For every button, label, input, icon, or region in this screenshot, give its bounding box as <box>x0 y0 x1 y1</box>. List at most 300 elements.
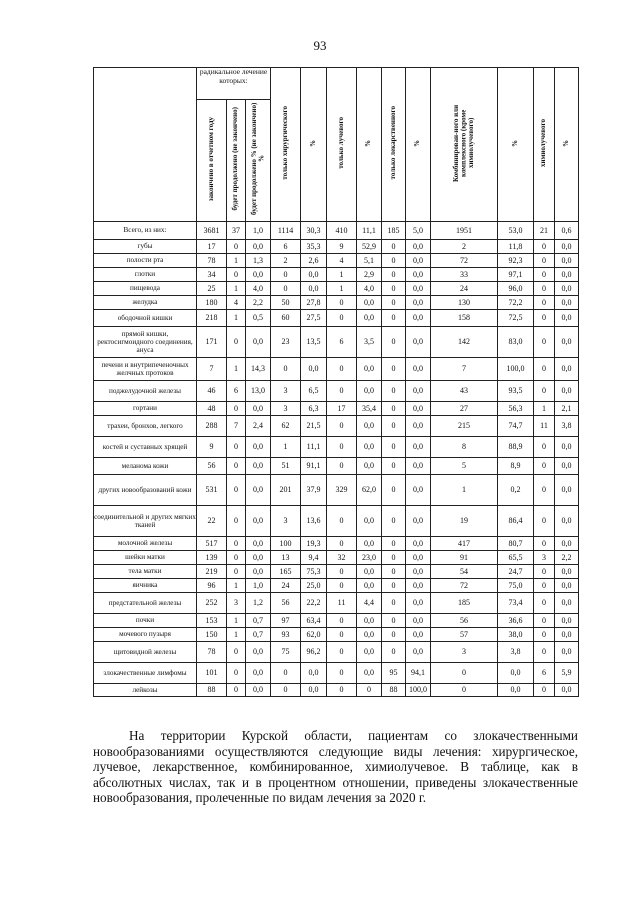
row-label: почки <box>94 613 197 627</box>
table-cell: 0,0 <box>357 295 382 309</box>
blank-header-cell <box>94 68 197 222</box>
table-cell: 0,0 <box>555 357 579 380</box>
table-cell: 1,2 <box>246 592 271 613</box>
table-cell: 60 <box>271 309 301 326</box>
table-row <box>94 474 579 505</box>
table-cell: 0,0 <box>555 578 579 592</box>
table-cell: 3,8 <box>555 415 579 436</box>
table-cell: 0,0 <box>555 641 579 662</box>
table-cell: 0 <box>327 683 357 696</box>
table-cell: 0,0 <box>406 267 431 281</box>
table-cell: 0,0 <box>555 592 579 613</box>
table-cell: 0,0 <box>246 550 271 564</box>
table-cell: 17 <box>327 401 357 415</box>
table-cell: 0 <box>327 357 357 380</box>
table-cell: 0,0 <box>406 592 431 613</box>
table-cell: 1,0 <box>246 578 271 592</box>
table-cell: 0 <box>227 564 246 578</box>
row-label: губы <box>94 239 197 253</box>
row-label: предстательной железы <box>94 592 197 613</box>
table-cell: 88 <box>382 683 406 696</box>
table-cell: 0,0 <box>555 627 579 641</box>
table-cell: 3 <box>431 641 498 662</box>
table-cell: 3,5 <box>357 326 382 357</box>
table-cell: 0 <box>382 536 406 550</box>
table-row <box>94 239 579 253</box>
row-label: злокачественные лимфомы <box>94 662 197 683</box>
table-cell: 97,1 <box>498 267 534 281</box>
table-cell: 43 <box>431 380 498 401</box>
table-cell: 6 <box>271 239 301 253</box>
table-cell: 219 <box>197 564 227 578</box>
table-cell: 88,9 <box>498 436 534 457</box>
table-cell: 11,1 <box>301 436 327 457</box>
table-cell: 0,0 <box>555 683 579 696</box>
table-cell: 7 <box>197 357 227 380</box>
table-cell: 0 <box>534 641 555 662</box>
table-cell: 0 <box>534 457 555 474</box>
table-cell: 0 <box>382 309 406 326</box>
row-label: Всего, из них: <box>94 221 197 239</box>
table-cell: 0 <box>534 592 555 613</box>
table-cell: 215 <box>431 415 498 436</box>
table-cell: 0 <box>534 309 555 326</box>
table-cell: 0 <box>327 415 357 436</box>
table-cell: 57 <box>431 627 498 641</box>
table-cell: 62,0 <box>357 474 382 505</box>
table-cell: 0 <box>534 267 555 281</box>
table-cell: 8 <box>431 436 498 457</box>
table-cell: 27,5 <box>301 309 327 326</box>
table-cell: 11 <box>327 592 357 613</box>
table-cell: 0 <box>271 267 301 281</box>
table-cell: 0 <box>227 239 246 253</box>
table-cell: 0,0 <box>301 267 327 281</box>
table-cell: 0 <box>534 505 555 536</box>
table-cell: 0 <box>382 474 406 505</box>
table-cell: 0 <box>534 536 555 550</box>
row-label: костей и суставных хрящей <box>94 436 197 457</box>
table-row <box>94 683 579 696</box>
table-cell: 0,0 <box>555 436 579 457</box>
table-cell: 0,0 <box>246 326 271 357</box>
table-cell: 288 <box>197 415 227 436</box>
table-cell: 78 <box>197 641 227 662</box>
table-cell: 0,0 <box>555 309 579 326</box>
table-cell: 0 <box>327 505 357 536</box>
table-cell: 0 <box>534 326 555 357</box>
table-cell: 4,0 <box>357 281 382 295</box>
table-cell: 0,0 <box>406 436 431 457</box>
table-cell: 0 <box>382 436 406 457</box>
total-cell: 11,1 <box>357 221 382 239</box>
table-cell: 0,0 <box>498 683 534 696</box>
table-cell: 0 <box>382 326 406 357</box>
table-cell: 2,9 <box>357 267 382 281</box>
table-cell: 3,8 <box>498 641 534 662</box>
table-cell: 0,0 <box>246 267 271 281</box>
table-cell: 1 <box>227 578 246 592</box>
table-cell: 56,3 <box>498 401 534 415</box>
table-cell: 0 <box>382 253 406 267</box>
row-label: ободочной кишки <box>94 309 197 326</box>
table-cell: 0,0 <box>555 505 579 536</box>
table-cell: 0 <box>534 357 555 380</box>
table-cell: 0 <box>327 436 357 457</box>
table-cell: 0 <box>382 550 406 564</box>
table-cell: 153 <box>197 613 227 627</box>
table-cell: 95 <box>382 662 406 683</box>
total-cell: 0,6 <box>555 221 579 239</box>
table-cell: 0 <box>382 578 406 592</box>
table-row <box>94 253 579 267</box>
table-cell: 0,0 <box>406 457 431 474</box>
row-label: лейкозы <box>94 683 197 696</box>
table-cell: 62,0 <box>301 627 327 641</box>
table-cell: 0,0 <box>498 662 534 683</box>
table-cell: 38,0 <box>498 627 534 641</box>
table-row <box>94 662 579 683</box>
table-cell: 0 <box>227 505 246 536</box>
table-cell: 2 <box>271 253 301 267</box>
table-cell: 11 <box>534 415 555 436</box>
total-cell: 3681 <box>197 221 227 239</box>
row-label: печени и внутрипеченочных желчных протоков <box>94 357 197 380</box>
table-cell: 6 <box>327 326 357 357</box>
table-cell: 14,3 <box>246 357 271 380</box>
table-cell: 35,3 <box>301 239 327 253</box>
table-cell: 0,0 <box>406 253 431 267</box>
table-cell: 22,2 <box>301 592 327 613</box>
table-cell: 0 <box>271 357 301 380</box>
table-cell: 0 <box>271 281 301 295</box>
total-row <box>94 221 579 239</box>
row-label: гортани <box>94 401 197 415</box>
table-row <box>94 357 579 380</box>
table-cell: 0 <box>534 564 555 578</box>
table-cell: 27,8 <box>301 295 327 309</box>
table-cell: 52,9 <box>357 239 382 253</box>
table-row <box>94 415 579 436</box>
table-cell: 0,0 <box>555 295 579 309</box>
table-cell: 51 <box>271 457 301 474</box>
table-cell: 75 <box>271 641 301 662</box>
table-cell: 0 <box>382 267 406 281</box>
table-cell: 1 <box>227 253 246 267</box>
table-cell: 0 <box>382 380 406 401</box>
table-cell: 13,5 <box>301 326 327 357</box>
table-cell: 0 <box>382 281 406 295</box>
table-row <box>94 401 579 415</box>
row-label: меланома кожи <box>94 457 197 474</box>
table-row <box>94 457 579 474</box>
table-cell: 1 <box>271 436 301 457</box>
table-cell: 0,0 <box>246 662 271 683</box>
table-cell: 100 <box>271 536 301 550</box>
table-cell: 27 <box>431 401 498 415</box>
table-cell: 97 <box>271 613 301 627</box>
table-cell: 6,5 <box>301 380 327 401</box>
table-cell: 0 <box>534 239 555 253</box>
table-cell: 0,0 <box>357 505 382 536</box>
table-cell: 35,4 <box>357 401 382 415</box>
table-body <box>94 239 579 696</box>
table-cell: 0,0 <box>406 578 431 592</box>
table-cell: 0 <box>382 613 406 627</box>
table-row <box>94 436 579 457</box>
table-cell: 0 <box>382 357 406 380</box>
table-cell: 78 <box>197 253 227 267</box>
table-cell: 19,3 <box>301 536 327 550</box>
table-cell: 0,0 <box>555 474 579 505</box>
table-cell: 0,0 <box>406 295 431 309</box>
table-cell: 201 <box>271 474 301 505</box>
table-cell: 1 <box>431 474 498 505</box>
table-cell: 0,0 <box>406 309 431 326</box>
table-row <box>94 564 579 578</box>
page-number: 93 <box>313 38 327 53</box>
table-cell: 0 <box>327 578 357 592</box>
table-cell: 0,2 <box>498 474 534 505</box>
table-cell: 9 <box>197 436 227 457</box>
table-cell: 1 <box>227 613 246 627</box>
table-cell: 34 <box>197 267 227 281</box>
table-cell: 0 <box>327 536 357 550</box>
table-cell: 0,0 <box>246 457 271 474</box>
table-cell: 0 <box>227 267 246 281</box>
table-cell: 142 <box>431 326 498 357</box>
table-cell: 0,0 <box>406 505 431 536</box>
column-header: Комбинирован-ного или комплексного (кроме химиолучевого) <box>431 68 498 222</box>
table-cell: 5 <box>431 457 498 474</box>
table-cell: 4,0 <box>246 281 271 295</box>
table-cell: 4,4 <box>357 592 382 613</box>
table-cell: 23,0 <box>357 550 382 564</box>
table-cell: 50 <box>271 295 301 309</box>
table-cell: 0,0 <box>246 474 271 505</box>
column-header: % <box>498 68 534 222</box>
table-cell: 3 <box>227 592 246 613</box>
table-cell: 2,2 <box>555 550 579 564</box>
table-cell: 0,0 <box>357 436 382 457</box>
table-row <box>94 309 579 326</box>
table-cell: 4 <box>327 253 357 267</box>
table-cell: 0 <box>227 641 246 662</box>
table-cell: 0 <box>327 380 357 401</box>
row-label: шейки матки <box>94 550 197 564</box>
row-label: мочевого пузыря <box>94 627 197 641</box>
table-cell: 0,0 <box>555 326 579 357</box>
table-cell: 48 <box>197 401 227 415</box>
column-header: только лучевого <box>327 68 357 222</box>
table-cell: 72 <box>431 578 498 592</box>
table-row <box>94 592 579 613</box>
table-cell: 63,4 <box>301 613 327 627</box>
table-cell: 0,0 <box>246 641 271 662</box>
table-cell: 3 <box>534 550 555 564</box>
table-cell: 24 <box>271 578 301 592</box>
table-cell: 13,6 <box>301 505 327 536</box>
table-cell: 75,3 <box>301 564 327 578</box>
table-cell: 0,0 <box>246 505 271 536</box>
table-cell: 0,0 <box>555 536 579 550</box>
table-cell: 72,2 <box>498 295 534 309</box>
column-header: будет продолжено % (не закончено) % <box>246 100 271 222</box>
table-cell: 0,0 <box>406 380 431 401</box>
table-cell: 6,3 <box>301 401 327 415</box>
table-cell: 9,4 <box>301 550 327 564</box>
table-cell: 2,6 <box>301 253 327 267</box>
table-cell: 72 <box>431 253 498 267</box>
table-row <box>94 295 579 309</box>
table-cell: 0 <box>382 457 406 474</box>
table-cell: 0,0 <box>555 267 579 281</box>
table-row <box>94 536 579 550</box>
table-row <box>94 326 579 357</box>
total-cell: 53,0 <box>498 221 534 239</box>
table-cell: 150 <box>197 627 227 641</box>
total-cell: 1,0 <box>246 221 271 239</box>
table-cell: 91,1 <box>301 457 327 474</box>
table-cell: 0,0 <box>406 474 431 505</box>
table-cell: 171 <box>197 326 227 357</box>
table-cell: 0 <box>227 474 246 505</box>
table-cell: 1 <box>227 309 246 326</box>
table-cell: 46 <box>197 380 227 401</box>
table-cell: 23 <box>271 326 301 357</box>
table-cell: 1 <box>227 281 246 295</box>
table-cell: 0,0 <box>301 281 327 295</box>
column-header: % <box>357 68 382 222</box>
table-cell: 1,3 <box>246 253 271 267</box>
table-cell: 0,0 <box>357 357 382 380</box>
table-cell: 13 <box>271 550 301 564</box>
table-cell: 0 <box>327 641 357 662</box>
table-cell: 93 <box>271 627 301 641</box>
row-label: пищевода <box>94 281 197 295</box>
table-cell: 417 <box>431 536 498 550</box>
table-cell: 0 <box>327 662 357 683</box>
table-row <box>94 613 579 627</box>
table-cell: 0,0 <box>406 613 431 627</box>
table-cell: 21,5 <box>301 415 327 436</box>
table-cell: 0 <box>227 436 246 457</box>
table-cell: 0,5 <box>246 309 271 326</box>
table-cell: 0,0 <box>555 253 579 267</box>
table-cell: 0,0 <box>357 613 382 627</box>
table-cell: 73,4 <box>498 592 534 613</box>
table-cell: 65,5 <box>498 550 534 564</box>
table-cell: 6 <box>534 662 555 683</box>
table-cell: 33 <box>431 267 498 281</box>
row-label: прямой кишки, ректосигмоидного соединения, ануса <box>94 326 197 357</box>
table-cell: 96,2 <box>301 641 327 662</box>
table-cell: 0 <box>534 295 555 309</box>
table-cell: 0,0 <box>246 683 271 696</box>
table-cell: 101 <box>197 662 227 683</box>
table-cell: 0,0 <box>406 357 431 380</box>
table-cell: 0,0 <box>357 457 382 474</box>
table-cell: 0 <box>271 683 301 696</box>
table-cell: 86,4 <box>498 505 534 536</box>
table-cell: 0,7 <box>246 613 271 627</box>
table-cell: 80,7 <box>498 536 534 550</box>
total-cell: 410 <box>327 221 357 239</box>
table-cell: 2 <box>431 239 498 253</box>
table-cell: 252 <box>197 592 227 613</box>
table-cell: 17 <box>197 239 227 253</box>
table-cell: 5,1 <box>357 253 382 267</box>
table-cell: 0,0 <box>357 536 382 550</box>
table-cell: 2,2 <box>246 295 271 309</box>
table-cell: 139 <box>197 550 227 564</box>
table-cell: 0 <box>271 662 301 683</box>
column-header: % <box>555 68 579 222</box>
row-label: глотки <box>94 267 197 281</box>
row-label: яичника <box>94 578 197 592</box>
table-row <box>94 641 579 662</box>
table-cell: 0 <box>534 281 555 295</box>
table-cell: 4 <box>227 295 246 309</box>
table-cell: 2,1 <box>555 401 579 415</box>
table-cell: 75,0 <box>498 578 534 592</box>
table-cell: 0 <box>382 415 406 436</box>
table-cell: 0 <box>227 550 246 564</box>
total-cell: 21 <box>534 221 555 239</box>
table-cell: 0,0 <box>357 578 382 592</box>
table-cell: 0 <box>327 627 357 641</box>
table-cell: 0 <box>431 662 498 683</box>
table-cell: 0,0 <box>357 415 382 436</box>
table-cell: 93,5 <box>498 380 534 401</box>
table-cell: 0,0 <box>357 564 382 578</box>
table-cell: 165 <box>271 564 301 578</box>
table-cell: 13,0 <box>246 380 271 401</box>
table-cell: 8,9 <box>498 457 534 474</box>
table-cell: 0,0 <box>555 564 579 578</box>
table-cell: 329 <box>327 474 357 505</box>
table-cell: 92,3 <box>498 253 534 267</box>
table-cell: 96 <box>197 578 227 592</box>
table-cell: 1 <box>227 627 246 641</box>
column-header: % <box>301 68 327 222</box>
body-paragraph <box>93 728 578 806</box>
table-cell: 0 <box>227 662 246 683</box>
table-cell: 37,9 <box>301 474 327 505</box>
table-cell: 91 <box>431 550 498 564</box>
table-cell: 3 <box>271 401 301 415</box>
table-cell: 0,0 <box>357 641 382 662</box>
table-cell: 0,0 <box>246 536 271 550</box>
table-cell: 2,4 <box>246 415 271 436</box>
table-cell: 0 <box>382 592 406 613</box>
table-cell: 56 <box>271 592 301 613</box>
table-cell: 6 <box>227 380 246 401</box>
table-cell: 5,9 <box>555 662 579 683</box>
table-cell: 0 <box>382 564 406 578</box>
table-cell: 0 <box>357 683 382 696</box>
table-cell: 0 <box>431 683 498 696</box>
table-cell: 0 <box>382 627 406 641</box>
total-cell: 30,3 <box>301 221 327 239</box>
table-cell: 9 <box>327 239 357 253</box>
table-cell: 83,0 <box>498 326 534 357</box>
table-cell: 1 <box>227 357 246 380</box>
table-cell: 7 <box>227 415 246 436</box>
table-cell: 36,6 <box>498 613 534 627</box>
table-cell: 0 <box>327 613 357 627</box>
table-cell: 0,0 <box>301 683 327 696</box>
